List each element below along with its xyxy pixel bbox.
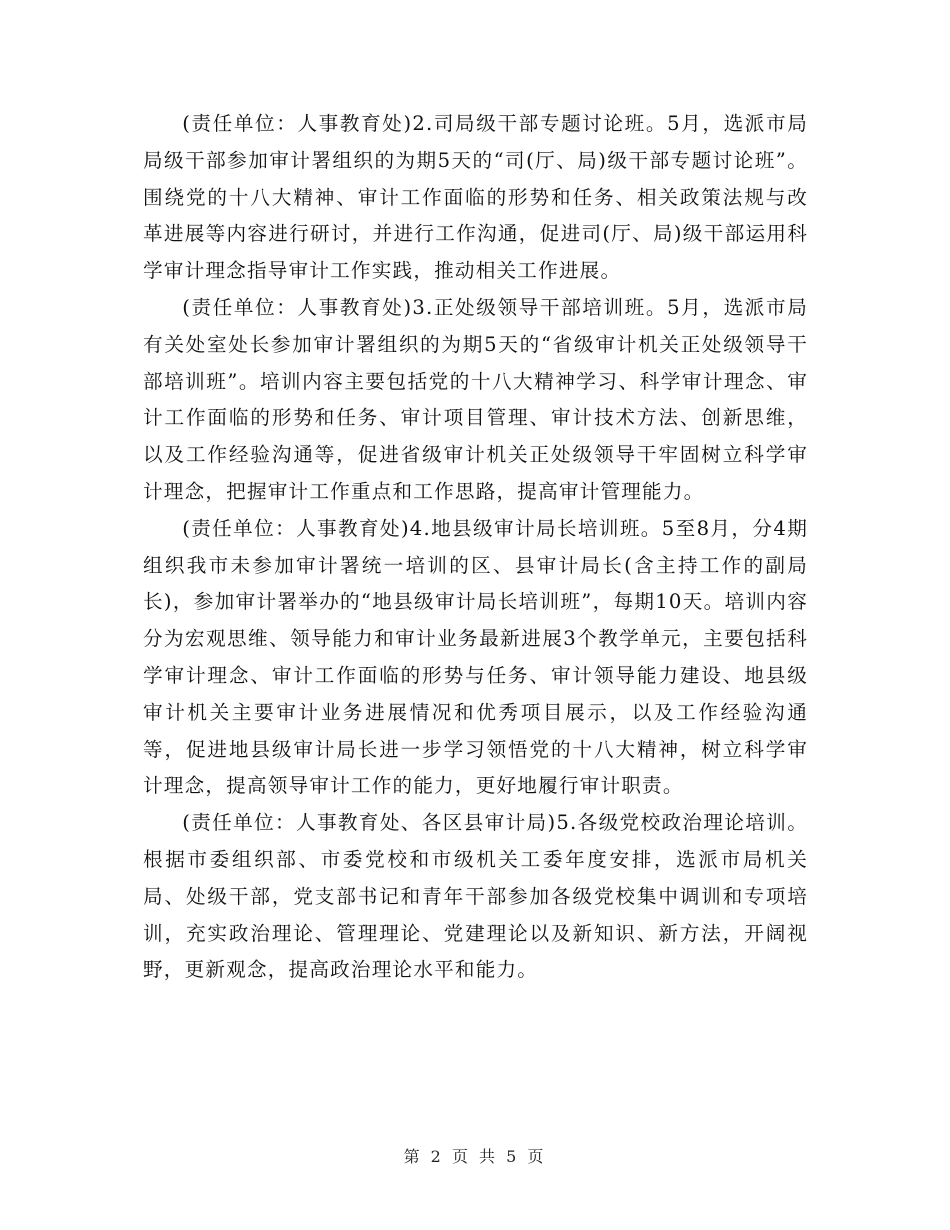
paragraph-4: (责任单位：人事教育处、各区县审计局)5.各级党校政治理论培训。根据市委组织部、市委党校和市级机关工委年度安排，选派市局机关局、处级干部，党支部书记和青年干部参加各级党校集中调训和专项培训，充实政治理论、管理理论、党建理论以及新知识、新方法，开阔视野，更新观念，提高政治理论水平和能力。 (143, 811, 808, 982)
paragraph-2: (责任单位：人事教育处)3.正处级领导干部培训班。5月，选派市局有关处室处长参加审计署组织的为期5天的“省级审计机关正处级领导干部培训班”。培训内容主要包括党的十八大精神学习、科学审计理念、审计工作面临的形势和任务、审计项目管理、审计技术方法、创新思维，以及工作经验沟通等，促进省级审计机关正处级领导干牢固树立科学审计理念，把握审计工作重点和工作思路，提高审计管理能力。 (143, 295, 808, 503)
paragraph-3: (责任单位：人事教育处)4.地县级审计局长培训班。5至8月，分4期组织我市未参加审计署统一培训的区、县审计局长(含主持工作的副局长)，参加审计署举办的“地县级审计局长培训班”，每期10天。培训内容分为宏观思维、领导能力和审计业务最新进展3个教学单元，主要包括科学审计理念、审计工作面临的形势与任务、审计领导能力建设、地县级审计机关主要审计业务进展情况和优秀项目展示，以及工作经验沟通等，促进地县级审计局长进一步学习领悟党的十八大精神，树立科学审计理念，提高领导审计工作的能力，更好地履行审计职责。 (143, 516, 808, 798)
paragraph-1: (责任单位：人事教育处)2.司局级干部专题讨论班。5月，选派市局局级干部参加审计署组织的为期5天的“司(厅、局)级干部专题讨论班”。围绕党的十八大精神、审计工作面临的形势和任务、相关政策法规与改革进展等内容进行研讨，并进行工作沟通，促进司(厅、局)级干部运用科学审计理念指导审计工作实践，推动相关工作进展。 (143, 112, 808, 283)
page-number-footer: 第 2 页 共 5 页 (403, 1147, 547, 1166)
document-body (143, 106, 808, 989)
